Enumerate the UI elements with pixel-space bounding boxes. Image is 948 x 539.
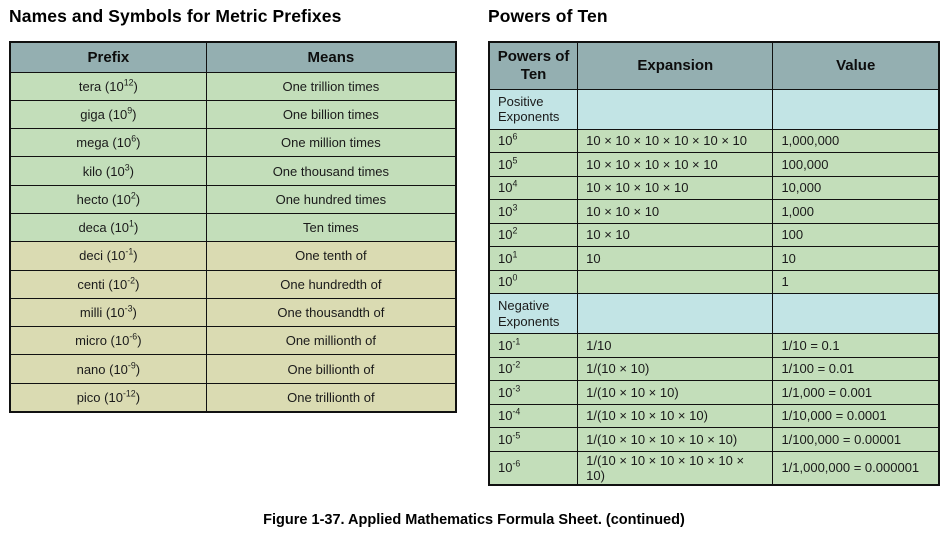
metric-row bbox=[10, 270, 456, 298]
exponent: 2 bbox=[130, 190, 136, 201]
power-cell: $10^{-6}$ bbox=[489, 451, 578, 485]
expansion-cell: 1/(10 × 10 × 10 × 10 × 10 × 10) bbox=[578, 451, 773, 485]
exponent: -4 bbox=[512, 406, 521, 417]
powers-row bbox=[489, 176, 939, 200]
expansion-cell: 1/(10 × 10 × 10) bbox=[578, 381, 773, 405]
powers-row bbox=[489, 334, 939, 358]
value-cell: 100 bbox=[773, 223, 939, 247]
metric-row bbox=[10, 213, 456, 241]
exponent: 1 bbox=[512, 249, 518, 260]
exponent: 3 bbox=[124, 162, 130, 173]
exponent-section-row bbox=[489, 89, 939, 129]
value-cell: 1/100,000 = 0.00001 bbox=[773, 428, 939, 452]
power-cell: $10^6$ bbox=[489, 129, 578, 153]
power-cell: $10^1$ bbox=[489, 247, 578, 271]
powers-row bbox=[489, 381, 939, 405]
power-cell: $10^2$ bbox=[489, 223, 578, 247]
prefix-cell: centi $(10^{-2})$ bbox=[10, 270, 206, 298]
expansion-cell: 1/(10 × 10 × 10 × 10) bbox=[578, 404, 773, 428]
metric-row bbox=[10, 157, 456, 185]
powers-row bbox=[489, 404, 939, 428]
powers-of-ten-table bbox=[488, 41, 940, 486]
prefix-cell: giga $(10^9)$ bbox=[10, 100, 206, 128]
powers-table-body bbox=[489, 89, 939, 485]
section-empty-cell bbox=[578, 294, 773, 334]
exponent: 2 bbox=[512, 225, 518, 236]
exponent: 6 bbox=[131, 133, 137, 144]
value-cell: 10,000 bbox=[773, 176, 939, 200]
expansion-cell: 10 × 10 × 10 × 10 × 10 bbox=[578, 153, 773, 177]
value-cell: 1/1,000,000 = 0.000001 bbox=[773, 451, 939, 485]
power-cell: $10^4$ bbox=[489, 176, 578, 200]
exponent: 9 bbox=[127, 105, 133, 116]
exponent-section-row bbox=[489, 294, 939, 334]
powers-column-header: Powers of Ten bbox=[489, 42, 578, 89]
powers-of-ten-section bbox=[488, 6, 940, 486]
value-cell: 1/10,000 = 0.0001 bbox=[773, 404, 939, 428]
prefix-cell: milli $(10^{-3})$ bbox=[10, 298, 206, 326]
exponent: 0 bbox=[512, 272, 518, 283]
means-cell: One thousand times bbox=[206, 157, 456, 185]
metric-prefixes-table bbox=[9, 41, 457, 413]
means-cell: Ten times bbox=[206, 213, 456, 241]
metric-row bbox=[10, 129, 456, 157]
value-cell: 1 bbox=[773, 270, 939, 294]
power-cell: $10^{-1}$ bbox=[489, 334, 578, 358]
powers-row bbox=[489, 129, 939, 153]
exponent: 5 bbox=[512, 155, 518, 166]
expansion-cell: 10 × 10 bbox=[578, 223, 773, 247]
means-cell: One billion times bbox=[206, 100, 456, 128]
prefix-column-header: Prefix bbox=[10, 42, 206, 72]
powers-of-ten-title: Powers of Ten bbox=[488, 6, 608, 26]
exponent: 12 bbox=[123, 77, 134, 88]
expansion-cell: 10 × 10 × 10 × 10 × 10 × 10 bbox=[578, 129, 773, 153]
exponent: -3 bbox=[124, 303, 133, 314]
means-cell: One hundred times bbox=[206, 185, 456, 213]
means-column-header: Means bbox=[206, 42, 456, 72]
prefix-cell: tera $(10^{12})$ bbox=[10, 72, 206, 100]
exponent: 6 bbox=[512, 131, 518, 142]
expansion-cell bbox=[578, 270, 773, 294]
prefix-cell: pico $(10^{-12})$ bbox=[10, 383, 206, 411]
power-cell: $10^3$ bbox=[489, 200, 578, 224]
prefix-cell: deca $(10^1)$ bbox=[10, 213, 206, 241]
exponent: 3 bbox=[512, 202, 518, 213]
prefix-cell: kilo $(10^3)$ bbox=[10, 157, 206, 185]
powers-header-row bbox=[489, 42, 939, 89]
metric-row bbox=[10, 355, 456, 383]
exponent: -6 bbox=[512, 458, 521, 469]
prefix-cell: mega $(10^6)$ bbox=[10, 129, 206, 157]
exponent: 1 bbox=[129, 218, 134, 229]
value-cell: 10 bbox=[773, 247, 939, 271]
metric-header-row bbox=[10, 42, 456, 72]
expansion-cell: 10 × 10 × 10 × 10 bbox=[578, 176, 773, 200]
expansion-cell: 1/10 bbox=[578, 334, 773, 358]
means-cell: One thousandth of bbox=[206, 298, 456, 326]
section-empty-cell bbox=[578, 89, 773, 129]
exponent: -12 bbox=[122, 388, 136, 399]
exponent: -1 bbox=[125, 247, 134, 258]
expansion-cell: 1/(10 × 10 × 10 × 10 × 10) bbox=[578, 428, 773, 452]
metric-prefixes-title: Names and Symbols for Metric Prefixes bbox=[9, 6, 342, 26]
value-cell: 1/10 = 0.1 bbox=[773, 334, 939, 358]
power-cell: $10^{-2}$ bbox=[489, 357, 578, 381]
exponent: -2 bbox=[127, 275, 136, 286]
figure-caption: Figure 1-37. Applied Mathematics Formula Sheet. (continued) bbox=[263, 512, 685, 528]
exponent: -1 bbox=[512, 336, 521, 347]
value-cell: 1,000,000 bbox=[773, 129, 939, 153]
powers-row bbox=[489, 200, 939, 224]
powers-row bbox=[489, 223, 939, 247]
metric-row bbox=[10, 185, 456, 213]
value-cell: 1,000 bbox=[773, 200, 939, 224]
metric-table-body bbox=[10, 72, 456, 412]
means-cell: One hundredth of bbox=[206, 270, 456, 298]
prefix-cell: nano $(10^{-9})$ bbox=[10, 355, 206, 383]
section-empty-cell bbox=[773, 89, 939, 129]
exponent: 4 bbox=[512, 178, 518, 189]
exponent: -6 bbox=[129, 331, 138, 342]
powers-row bbox=[489, 428, 939, 452]
power-cell: $10^{-5}$ bbox=[489, 428, 578, 452]
power-cell: $10^{-4}$ bbox=[489, 404, 578, 428]
exponent: -2 bbox=[512, 359, 521, 370]
metric-row bbox=[10, 327, 456, 355]
exponent: -9 bbox=[127, 360, 136, 371]
prefix-cell: deci $(10^{-1})$ bbox=[10, 242, 206, 270]
expansion-cell: 10 bbox=[578, 247, 773, 271]
prefix-cell: hecto $(10^2)$ bbox=[10, 185, 206, 213]
section-empty-cell bbox=[773, 294, 939, 334]
powers-row bbox=[489, 357, 939, 381]
exponent: -5 bbox=[512, 430, 521, 441]
power-cell: $10^0$ bbox=[489, 270, 578, 294]
means-cell: One billionth of bbox=[206, 355, 456, 383]
metric-row bbox=[10, 383, 456, 411]
expansion-cell: 1/(10 × 10) bbox=[578, 357, 773, 381]
metric-row bbox=[10, 242, 456, 270]
powers-row bbox=[489, 270, 939, 294]
value-cell: 1/100 = 0.01 bbox=[773, 357, 939, 381]
powers-row bbox=[489, 153, 939, 177]
metric-prefixes-section bbox=[9, 6, 457, 413]
value-column-header: Value bbox=[773, 42, 939, 89]
expansion-column-header: Expansion bbox=[578, 42, 773, 89]
prefix-cell: micro $(10^{-6})$ bbox=[10, 327, 206, 355]
expansion-cell: 10 × 10 × 10 bbox=[578, 200, 773, 224]
means-cell: One million times bbox=[206, 129, 456, 157]
metric-row bbox=[10, 100, 456, 128]
means-cell: One trillion times bbox=[206, 72, 456, 100]
powers-row bbox=[489, 247, 939, 271]
powers-row bbox=[489, 451, 939, 485]
value-cell: 100,000 bbox=[773, 153, 939, 177]
means-cell: One trillionth of bbox=[206, 383, 456, 411]
section-label-cell: Positive Exponents bbox=[489, 89, 578, 129]
means-cell: One millionth of bbox=[206, 327, 456, 355]
means-cell: One tenth of bbox=[206, 242, 456, 270]
metric-row bbox=[10, 298, 456, 326]
power-cell: $10^5$ bbox=[489, 153, 578, 177]
power-cell: $10^{-3}$ bbox=[489, 381, 578, 405]
metric-row bbox=[10, 72, 456, 100]
section-label-cell: Negative Exponents bbox=[489, 294, 578, 334]
value-cell: 1/1,000 = 0.001 bbox=[773, 381, 939, 405]
exponent: -3 bbox=[512, 383, 521, 394]
